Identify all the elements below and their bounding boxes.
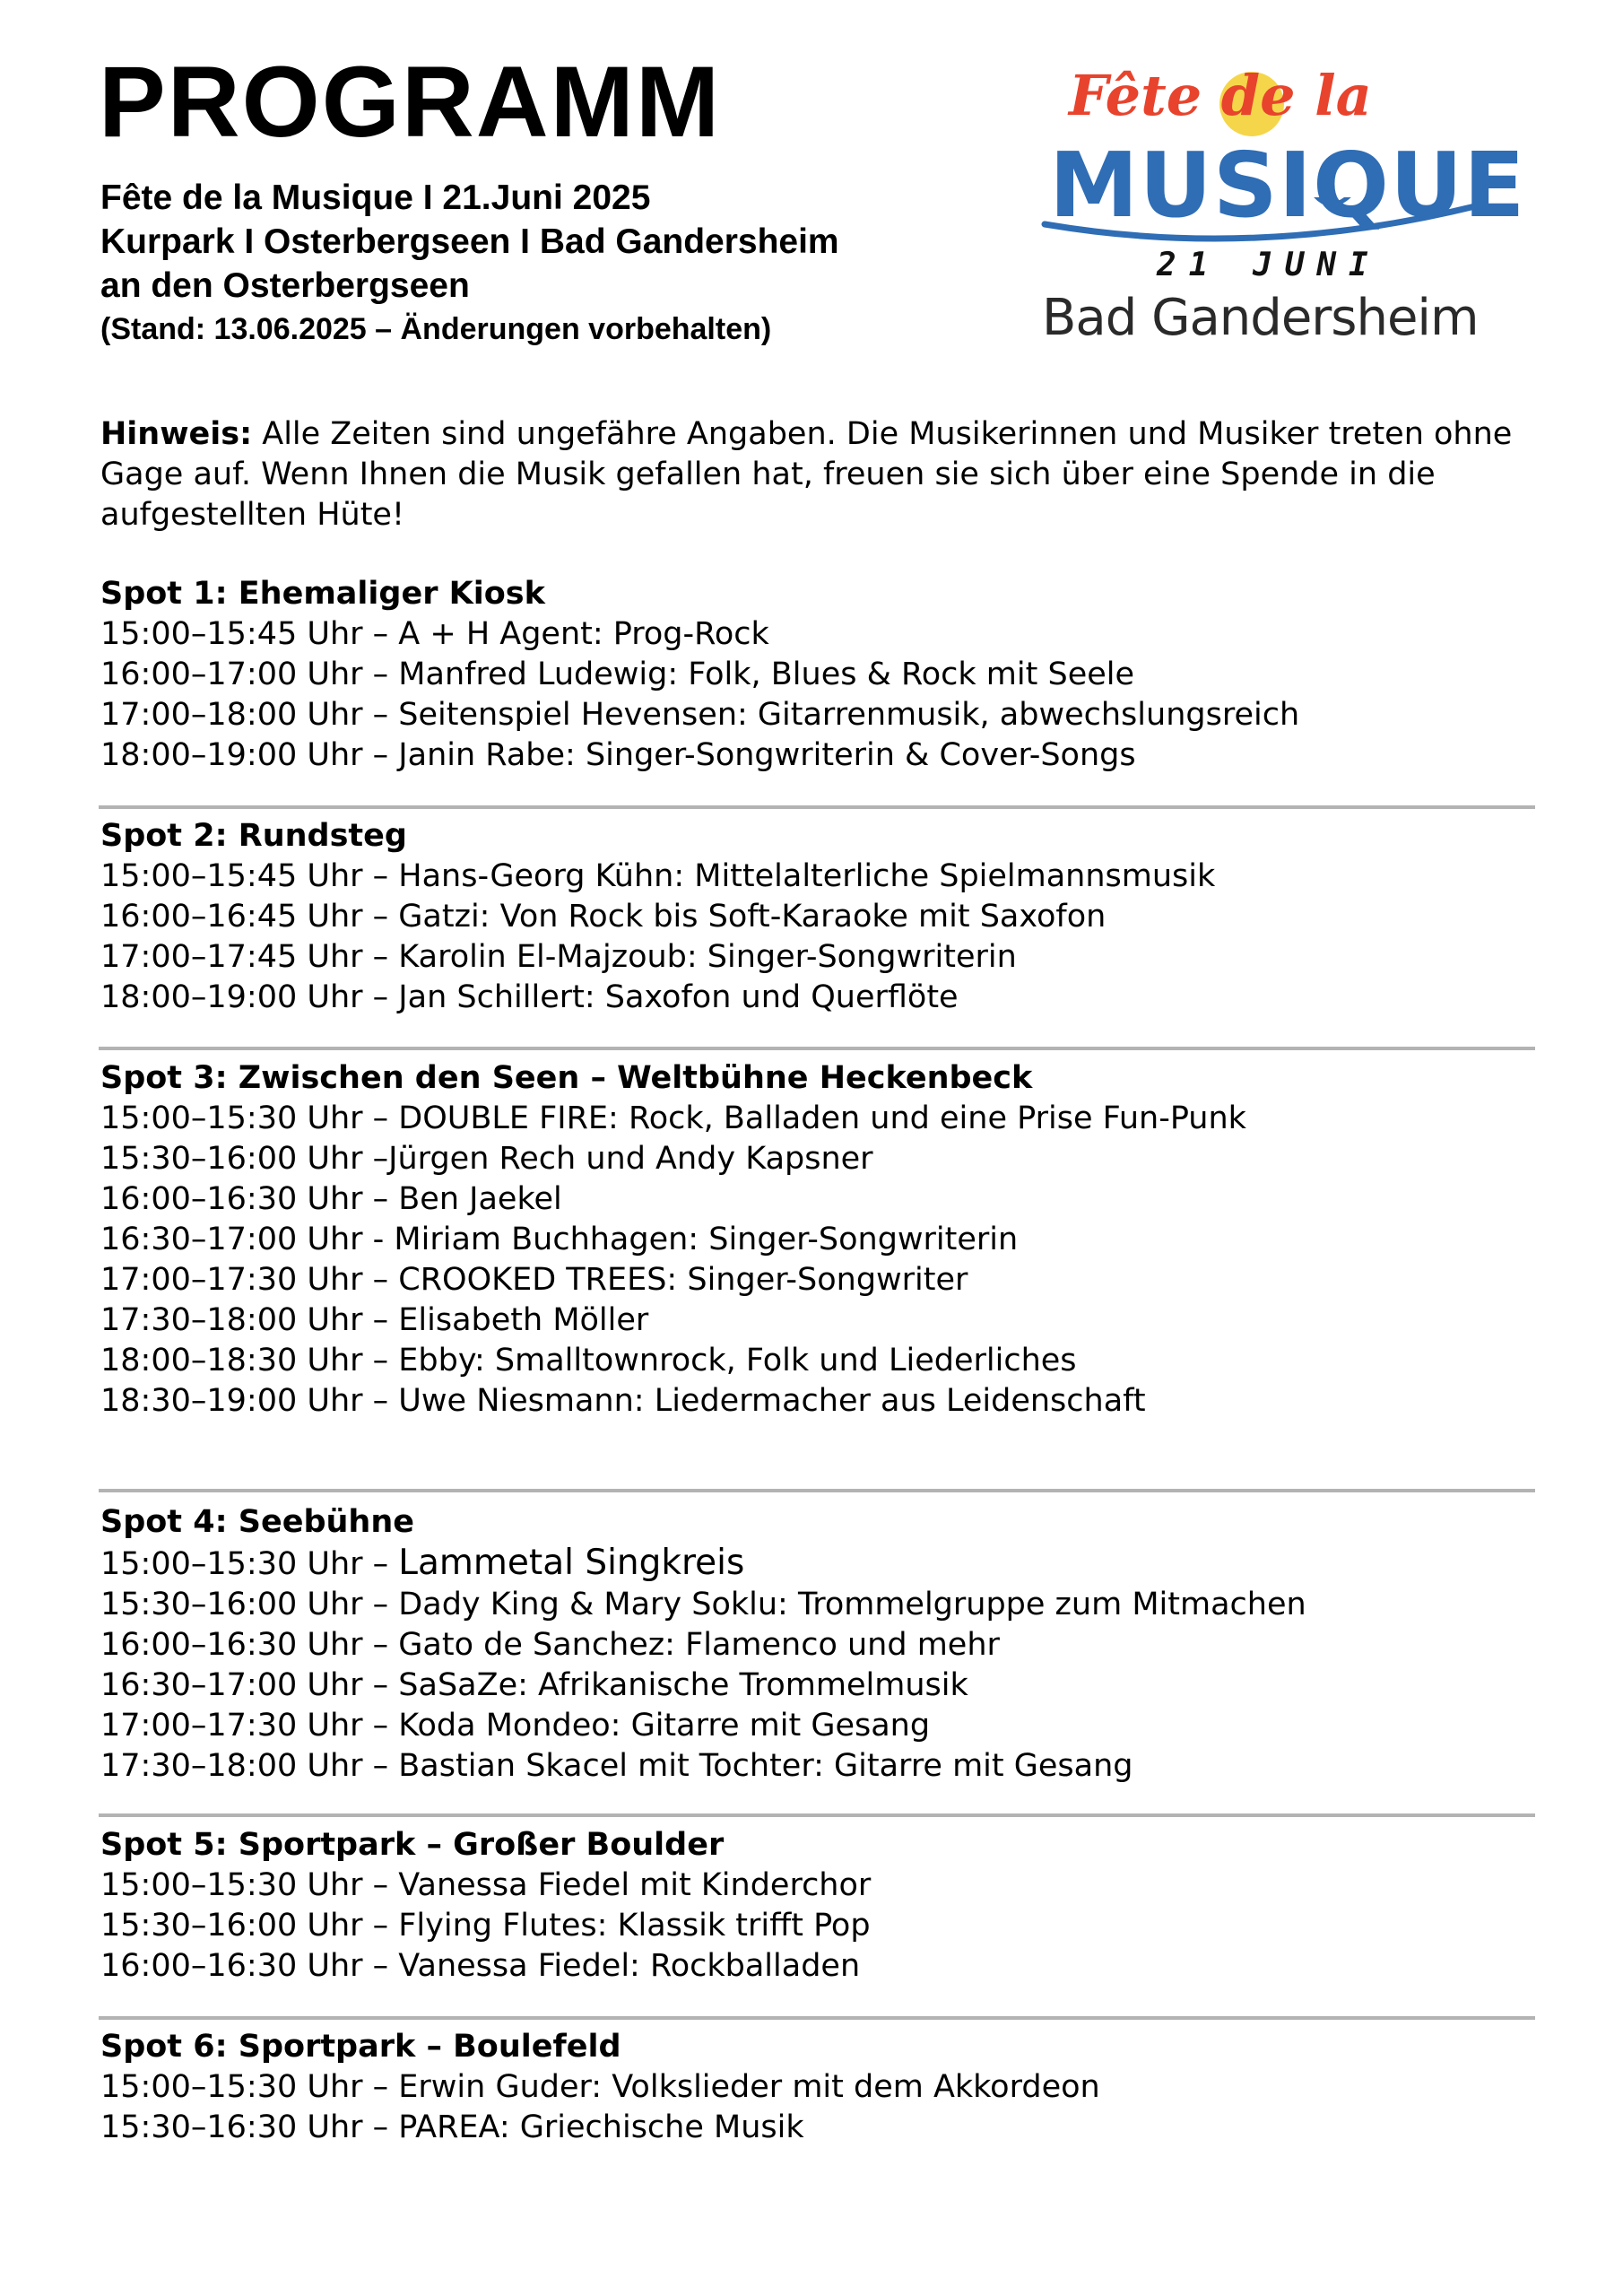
event-info (100, 176, 839, 352)
spot-2-section (100, 816, 1535, 1018)
spot-heading: Spot 4: Seebühne (100, 1504, 414, 1540)
spot-4-section (100, 1502, 1535, 1787)
schedule-entry: 15:00–15:30 Uhr – DOUBLE FIRE: Rock, Balladen und eine Prise Fun-Punk (100, 1100, 1246, 1136)
event-name-date: Fête de la Musique I 21.Juni 2025 (100, 178, 651, 217)
schedule-entry: 17:00–18:00 Uhr – Seitenspiel Hevensen: Gitarrenmusik, abwechslungsreich (100, 697, 1300, 733)
schedule-entry: 16:00–16:30 Uhr – Gato de Sanchez: Flamenco und mehr (100, 1627, 1000, 1663)
spot-1-section (100, 574, 1535, 776)
event-location-detail: an den Osterbergseen (100, 266, 470, 305)
status-note: (Stand: 13.06.2025 – Änderungen vorbehalten) (100, 312, 772, 346)
spot-heading: Spot 3: Zwischen den Seen – Weltbühne Heckenbeck (100, 1060, 1033, 1096)
schedule-entry: 18:00–19:00 Uhr – Janin Rabe: Singer-Songwriterin & Cover-Songs (100, 737, 1136, 773)
spot-5-section (100, 1825, 1535, 1987)
spot-heading: Spot 2: Rundsteg (100, 818, 407, 854)
schedule-entry: 15:30–16:30 Uhr – PAREA: Griechische Musik (100, 2109, 804, 2145)
logo-main-text: MUSIQUE (1049, 133, 1526, 238)
schedule-entry: 15:30–16:00 Uhr – Flying Flutes: Klassik trifft Pop (100, 1908, 871, 1944)
divider (99, 805, 1535, 809)
logo-top-text: Fête de la (1069, 63, 1372, 128)
schedule-entry: 15:00–15:30 Uhr – Erwin Guder: Volkslieder mit dem Akkordeon (100, 2069, 1100, 2105)
notice (100, 414, 1535, 535)
entry-act: Lammetal Singkreis (398, 1543, 745, 1583)
schedule-entry: 16:00–16:30 Uhr – Vanessa Fiedel: Rockballaden (100, 1948, 861, 1984)
divider (99, 1489, 1535, 1492)
fete-de-la-musique-logo (1031, 63, 1526, 359)
logo-city: Bad Gandersheim (1042, 289, 1479, 347)
schedule-entry: 17:30–18:00 Uhr – Bastian Skacel mit Tochter: Gitarre mit Gesang (100, 1748, 1133, 1784)
divider (99, 1047, 1535, 1050)
schedule-entry: 17:00–17:45 Uhr – Karolin El-Majzoub: Singer-Songwriterin (100, 939, 1017, 975)
schedule-entry: 16:00–17:00 Uhr – Manfred Ludewig: Folk, Blues & Rock mit Seele (100, 657, 1135, 692)
schedule-entry: 16:30–17:00 Uhr – SaSaZe: Afrikanische Trommelmusik (100, 1667, 968, 1703)
schedule-entry: 16:30–17:00 Uhr - Miriam Buchhagen: Singer-Songwriterin (100, 1222, 1019, 1257)
schedule-entry: 15:00–15:45 Uhr – A + H Agent: Prog-Rock (100, 616, 769, 652)
schedule-entry: 15:30–16:00 Uhr –Jürgen Rech und Andy Kapsner (100, 1141, 873, 1177)
schedule-entry: 15:30–16:00 Uhr – Dady King & Mary Soklu: Trommelgruppe zum Mitmachen (100, 1587, 1306, 1622)
schedule-entry: 18:30–19:00 Uhr – Uwe Niesmann: Liedermacher aus Leidenschaft (100, 1383, 1146, 1419)
spot-heading: Spot 1: Ehemaliger Kiosk (100, 576, 545, 612)
schedule-entry: 16:00–16:30 Uhr – Ben Jaekel (100, 1181, 562, 1217)
entry-time: 15:00–15:30 Uhr – (100, 1546, 399, 1582)
schedule-entry: 17:00–17:30 Uhr – CROOKED TREES: Singer-Songwriter (100, 1262, 968, 1298)
notice-text: Alle Zeiten sind ungefähre Angaben. Die Musikerinnen und Musiker treten ohne Gage auf. Wenn Ihnen die Musik gefallen hat, freuen sie sich über eine Spende in die aufgestellten Hüte! (100, 416, 1513, 533)
notice-label: Hinweis: (100, 416, 253, 452)
spot-3-section (100, 1058, 1535, 1422)
schedule-entry: 18:00–18:30 Uhr – Ebby: Smalltownrock, Folk und Liederliches (100, 1343, 1077, 1378)
schedule-entry: 17:30–18:00 Uhr – Elisabeth Möller (100, 1302, 649, 1338)
logo-date: 21 JUNI (1157, 247, 1381, 283)
event-location: Kurpark I Osterbergseen I Bad Gandersheim (100, 222, 839, 261)
spot-6-section (100, 2027, 1535, 2148)
page-title: PROGRAMM (99, 46, 722, 158)
schedule-entry: 15:00–15:45 Uhr – Hans-Georg Kühn: Mittelalterliche Spielmannsmusik (100, 858, 1216, 894)
schedule-entry (100, 1543, 1535, 1585)
schedule-entry: 16:00–16:45 Uhr – Gatzi: Von Rock bis Soft-Karaoke mit Saxofon (100, 899, 1107, 935)
divider (99, 2016, 1535, 2020)
schedule-entry: 18:00–19:00 Uhr – Jan Schillert: Saxofon und Querflöte (100, 979, 959, 1015)
spot-heading: Spot 5: Sportpark – Großer Boulder (100, 1827, 725, 1863)
spot-heading: Spot 6: Sportpark – Boulefeld (100, 2029, 621, 2065)
schedule-entry: 17:00–17:30 Uhr – Koda Mondeo: Gitarre mit Gesang (100, 1708, 931, 1744)
divider (99, 1813, 1535, 1817)
schedule-entry: 15:00–15:30 Uhr – Vanessa Fiedel mit Kinderchor (100, 1867, 872, 1903)
